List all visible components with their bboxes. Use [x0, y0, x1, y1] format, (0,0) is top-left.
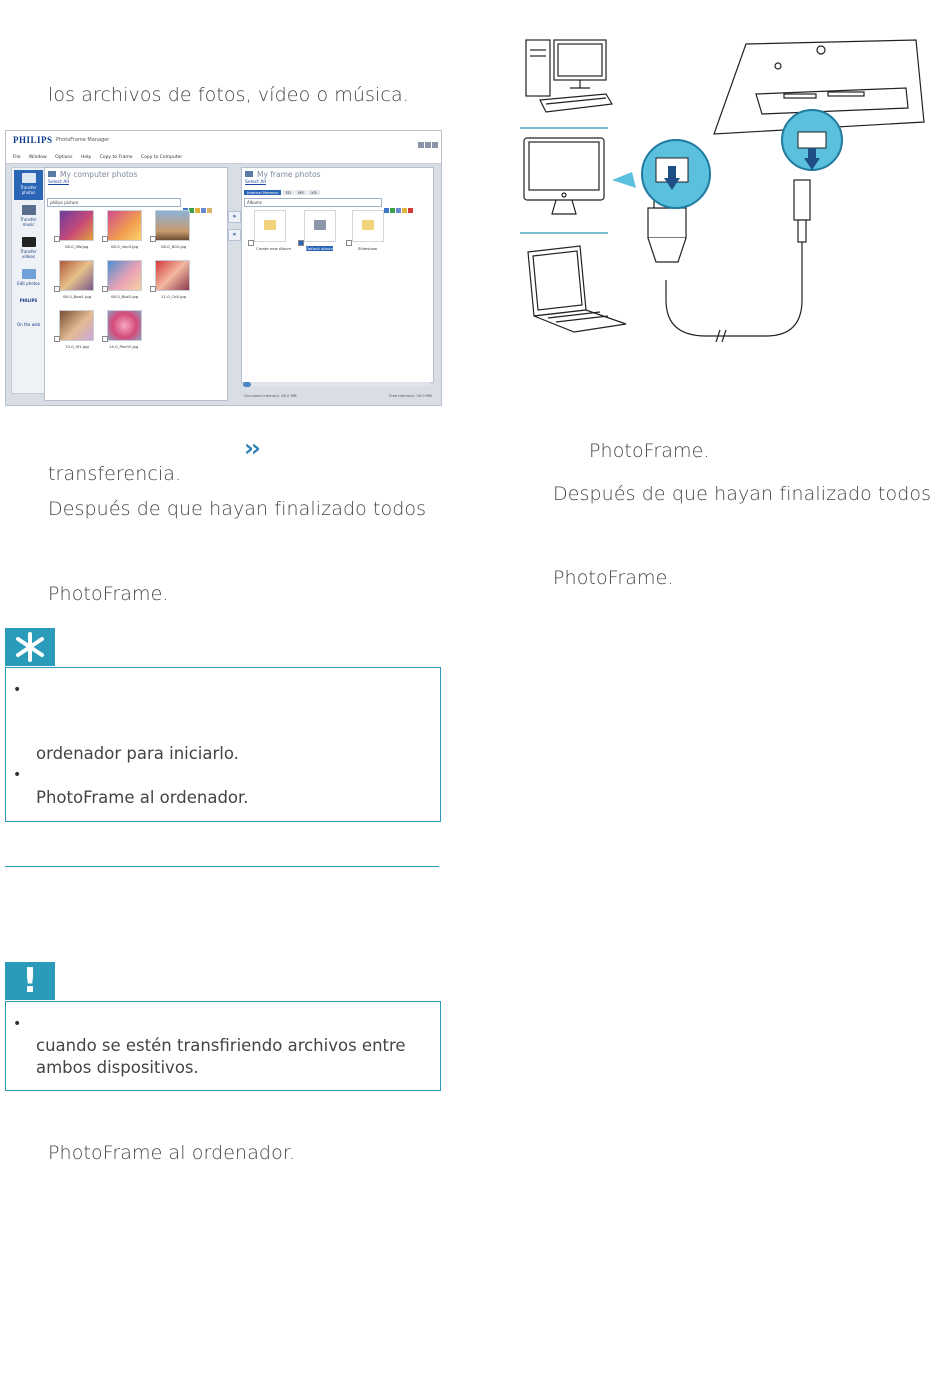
caution-line-1: cuando se estén transfiriendo archivos entre [36, 1036, 406, 1055]
menu-file[interactable]: File [13, 155, 21, 160]
nav-on-the-web[interactable]: On the web [16, 322, 41, 327]
album-label: Slideshow [358, 246, 378, 251]
line-transfer: transferencia. [48, 463, 182, 485]
photo-checkbox[interactable] [54, 336, 60, 342]
photoframe-manager-screenshot [5, 130, 442, 406]
photo-checkbox[interactable] [102, 286, 108, 292]
step-arrow-icon: ›› [244, 434, 258, 462]
occupied-memory: Occupied memory: 46.0 MB [244, 393, 297, 398]
menu-bar [6, 153, 441, 164]
photo-checkbox[interactable] [54, 286, 60, 292]
tip-bullet-2-text: PhotoFrame al ordenador. [36, 788, 249, 807]
photo-thumbnail[interactable] [107, 310, 142, 341]
brand-logo: PHILIPS [13, 135, 53, 145]
memory-usage-bar [243, 382, 431, 387]
photo-filename: 11-0_Cd0.jpg [161, 294, 187, 299]
album-checkbox[interactable] [248, 240, 254, 246]
app-title: PhotoFrame Manager [56, 137, 110, 143]
album-folder[interactable] [352, 210, 384, 242]
photo-filename: 08-0_0W.jpg [65, 244, 89, 249]
album-folder[interactable] [254, 210, 286, 242]
exclamation-icon: ! [5, 962, 55, 1000]
right-line-photoframe-2: PhotoFrame. [553, 567, 674, 589]
usb-connection-illustration [516, 30, 936, 350]
photo-thumbnail[interactable] [155, 210, 190, 241]
menu-help[interactable]: Help [80, 155, 92, 160]
folder-icon [314, 220, 326, 230]
tip-bullet-1: • [13, 682, 22, 698]
album-checkbox[interactable] [298, 240, 304, 246]
intro-line: los archivos de fotos, vídeo o música. [48, 84, 409, 106]
menu-options[interactable]: Options [55, 155, 73, 160]
photo-checkbox[interactable] [102, 336, 108, 342]
computer-photos-panel [44, 167, 228, 401]
photo-thumbnail[interactable] [155, 260, 190, 291]
photo-filename: 14-0_Pkn02.jpg [109, 344, 139, 349]
nav-philips[interactable]: PHILIPS [19, 298, 38, 303]
photo-checkbox[interactable] [102, 236, 108, 242]
menu-window[interactable]: Window [28, 155, 47, 160]
menu-copy-to-frame[interactable]: Copy to Frame [99, 155, 133, 160]
photo-thumbnail[interactable] [107, 210, 142, 241]
photo-filename: 13-0_0f1.jpg [65, 344, 89, 349]
computer-icon [48, 171, 56, 177]
tip-bullet-1-text: ordenador para iniciarlo. [36, 744, 239, 763]
folder-path[interactable]: philips picture [47, 198, 181, 207]
tab-ms[interactable]: MS [295, 190, 307, 195]
photo-thumbnail[interactable] [107, 260, 142, 291]
edit-icon [22, 269, 36, 279]
nav-edit-photos[interactable]: Edit photos [14, 266, 43, 296]
frame-toolbar-icons[interactable] [384, 198, 430, 206]
connection-diagram-icon [516, 30, 936, 350]
tip-badge [5, 628, 55, 666]
video-icon [22, 237, 36, 247]
music-icon [22, 205, 36, 215]
left-navigation [11, 167, 46, 394]
frame-photos-title: My frame photos [257, 170, 321, 179]
free-memory: Free memory: 59.0 MB [389, 393, 432, 398]
line-photoframe: PhotoFrame. [48, 583, 169, 605]
select-all-link[interactable]: Select All [48, 180, 69, 185]
photo-thumbnail[interactable] [59, 210, 94, 241]
frame-icon [245, 171, 253, 177]
tab-internal-memory[interactable]: Internal Memory [244, 190, 281, 195]
nav-transfer-videos[interactable]: Transfer videos [14, 234, 43, 264]
tip-bullet-2: • [13, 767, 22, 783]
folder-icon [264, 220, 276, 230]
window-controls[interactable] [417, 133, 438, 152]
final-line: PhotoFrame al ordenador. [48, 1142, 296, 1164]
album-label: Default album [306, 246, 333, 251]
app-titlebar [6, 131, 441, 153]
frame-folder-path[interactable]: Albums [244, 198, 382, 207]
copy-to-frame-button[interactable]: » [228, 211, 241, 223]
storage-tabs [244, 189, 320, 196]
photo-icon [22, 173, 36, 183]
photo-thumbnail[interactable] [59, 310, 94, 341]
photo-filename: 08-0_Bow1.jpg [63, 294, 92, 299]
toolbar-icons[interactable] [183, 198, 223, 206]
album-checkbox[interactable] [346, 240, 352, 246]
folder-icon [362, 220, 374, 230]
copy-to-computer-button[interactable]: « [228, 229, 241, 241]
photo-thumbnail[interactable] [59, 260, 94, 291]
asterisk-icon [5, 628, 55, 666]
photo-filename: 08-0_N02.jpg [161, 244, 187, 249]
album-label: Create new Album [256, 246, 292, 251]
photo-filename: 08-0_lmp3.jpg [111, 244, 139, 249]
line-after-finished: Después de que hayan finalizado todos [48, 498, 427, 520]
right-line-photoframe-1: PhotoFrame. [589, 440, 710, 462]
caution-bullet-1: • [13, 1016, 22, 1032]
caution-line-2: ambos dispositivos. [36, 1058, 199, 1077]
memory-usage-fill [243, 382, 251, 387]
tab-xd[interactable]: XD [308, 190, 320, 195]
computer-photos-title: My computer photos [60, 170, 138, 179]
album-folder[interactable] [304, 210, 336, 242]
section-divider [5, 866, 439, 867]
photo-checkbox[interactable] [150, 286, 156, 292]
frame-photos-panel [241, 167, 434, 383]
nav-transfer-music[interactable]: Transfer music [14, 202, 43, 232]
menu-copy-to-computer[interactable]: Copy to Computer [140, 155, 183, 160]
tab-sd[interactable]: SD [283, 190, 294, 195]
photo-filename: 08-0_Btw2.jpg [111, 294, 139, 299]
right-line-after-finished: Después de que hayan finalizado todos [553, 483, 932, 505]
select-all-link[interactable]: Select All [245, 180, 266, 185]
photo-checkbox[interactable] [150, 236, 156, 242]
photo-checkbox[interactable] [54, 236, 60, 242]
nav-transfer-photos[interactable]: Transfer photos [14, 170, 43, 200]
